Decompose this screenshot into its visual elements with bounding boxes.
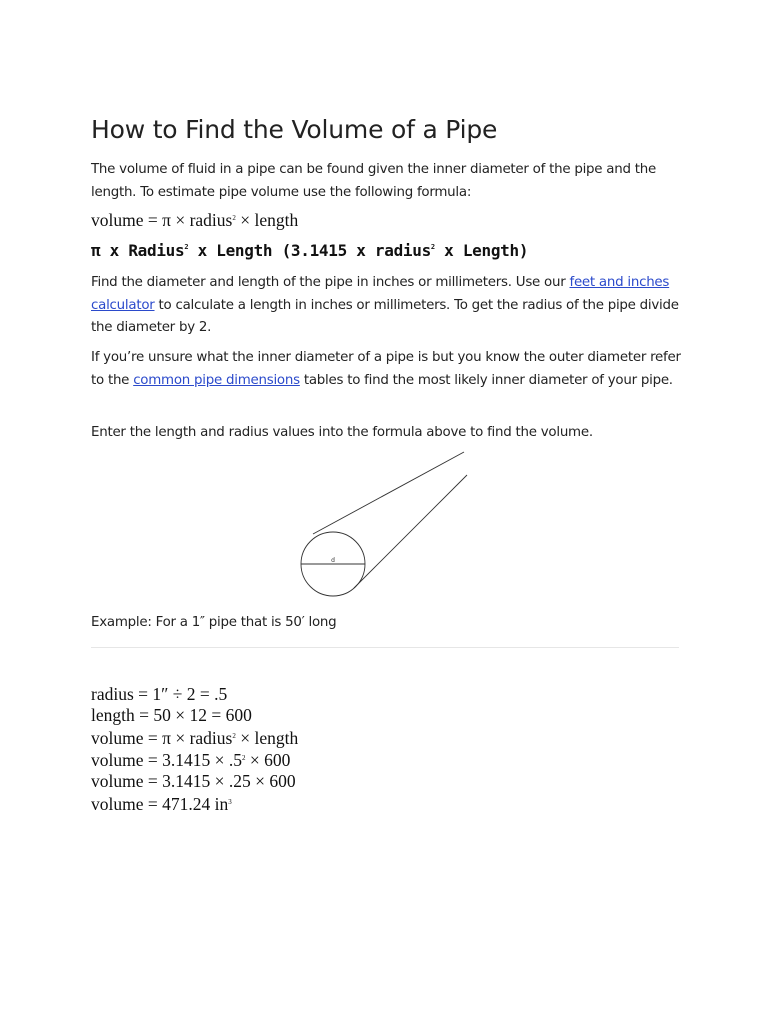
calc-line-text: radius = 1″ ÷ 2 = .5 [91,684,228,704]
find-diameter-paragraph [91,272,681,340]
calc-line [91,748,298,771]
calc-line-text: volume = 471.24 in [91,793,229,814]
calc-line-exponent: 2 [232,731,236,740]
find-diameter-text-1: Find the diameter and length of the pipe in inches or millimeters. Use our [91,275,570,290]
bold-formula-exponent-1: 2 [184,243,189,251]
intro-paragraph: The volume of fluid in a pipe can be found given the inner diameter of the pipe and the length. To estimate pipe volume use the following formula: [91,162,656,200]
calc-line [91,792,298,815]
bold-formula-part3: x Length) [434,241,529,260]
calc-line-exponent: 3 [228,797,232,806]
calc-line [91,771,298,792]
bold-formula-exponent-2: 2 [430,243,435,251]
calc-line [91,705,298,726]
example-text: Example: For a 1″ pipe that is 50′ long [91,615,337,630]
document-page [91,0,681,1024]
volume-formula [91,210,298,231]
diameter-label: d [331,557,335,564]
calc-line-text: length = 50 × 12 = 600 [91,704,252,725]
bold-formula-part1: π x Radius [91,241,185,260]
calc-line-suffix: × length [235,727,299,748]
calc-line [91,726,298,749]
unsure-diameter-text-1: If you’re unsure what the inner diameter of a pipe is but you know the outer diameter refer to the [91,350,681,388]
bold-formula [91,241,528,260]
pipe-lower-edge [354,475,467,588]
calc-line-text: volume = 3.1415 × .25 × 600 [91,771,296,792]
calc-line-text: volume = π × radius [91,727,233,748]
feet-inches-calculator-link[interactable]: feet and inches calculator [91,275,670,313]
page-title: How to Find the Volume of a Pipe [91,115,498,144]
unsure-diameter-text-2: tables to find the most likely inner diameter of your pipe. [299,372,673,388]
calculation-steps [91,684,298,815]
calc-line-suffix: × 600 [245,750,291,771]
volume-formula-suffix: × length [235,210,299,230]
calc-line-exponent: 2 [241,754,246,763]
divider [91,647,679,648]
enter-values-paragraph: Enter the length and radius values into the formula above to find the volume. [91,425,593,440]
volume-formula-exponent: 2 [232,214,236,222]
pipe-diagram [296,448,566,608]
calc-line [91,684,298,705]
common-pipe-dimensions-link[interactable]: common pipe dimensions [133,372,300,388]
calc-line-text: volume = 3.1415 × .5 [91,750,242,771]
unsure-diameter-paragraph [91,347,681,392]
volume-formula-text: volume = π × radius [91,210,233,230]
pipe-upper-edge [313,452,464,534]
find-diameter-text-2: to calculate a length in inches or millimeters. To get the radius of the pipe divide the diameter by 2. [91,297,679,335]
bold-formula-part2: x Length (3.1415 x radius [188,241,431,260]
